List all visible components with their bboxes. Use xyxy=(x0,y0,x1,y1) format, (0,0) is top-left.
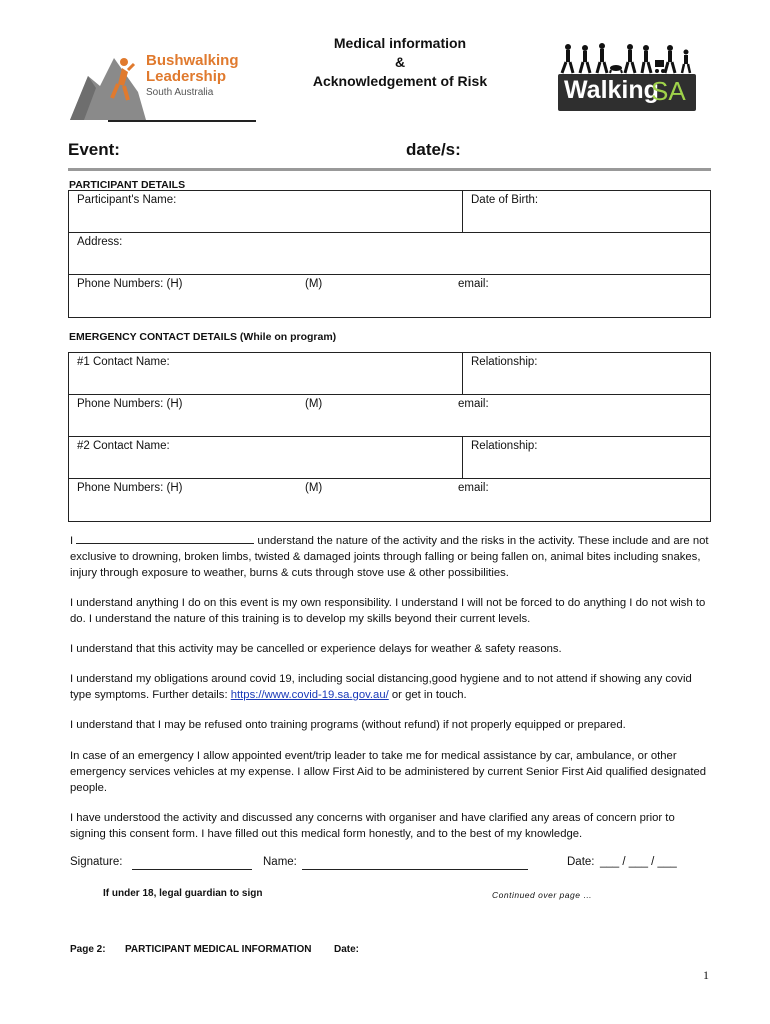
phone-mobile-field[interactable]: (M) xyxy=(305,278,323,290)
responsibility-paragraph: I understand anything I do on this event is my own responsibility. I understand I will not be forced to do anything I do not wish to do. I understand the nature of this training is to develop my skills beyond their current levels. xyxy=(70,597,706,625)
title-line-1: Medical information xyxy=(333,35,467,51)
risk-acknowledgement-paragraph xyxy=(70,533,710,581)
participant-details-table xyxy=(68,190,711,318)
cancellation-paragraph: I understand that this activity may be cancelled or experience delays for weather & safety reasons. xyxy=(70,643,562,655)
dates-label: date/s: xyxy=(406,140,461,159)
covid-paragraph xyxy=(70,671,710,703)
phone-home-field[interactable]: Phone Numbers: (H) xyxy=(77,278,183,290)
date-of-birth-field[interactable]: Date of Birth: xyxy=(471,194,539,206)
understanding-paragraph: I have understood the activity and discussed any concerns with organiser and have clarified any areas of concern prior to signing this consent form. I have filled out this medical form honestly, and to the best of my knowledge. xyxy=(70,812,675,840)
bushwalking-leadership-logo xyxy=(68,46,258,124)
participant-section-heading: PARTICIPANT DETAILS xyxy=(69,179,186,191)
contact-1-email-field[interactable]: email: xyxy=(458,398,489,410)
contact-2-phone-mobile-field[interactable]: (M) xyxy=(305,482,323,494)
walkingsa-accent: SA xyxy=(651,76,686,106)
emergency-consent-paragraph: In case of an emergency I allow appointed event/trip leader to take me for medical assistance by car, ambulance, or other emergency services vehicles at my expense. I allow First Aid to be administered by current Senior First Aid qualified designated people. xyxy=(70,750,707,794)
emergency-row-divider xyxy=(68,394,711,395)
equipment-paragraph: I understand that I may be refused onto training programs (without refund) if not properly equipped or prepared. xyxy=(70,719,626,731)
address-field[interactable]: Address: xyxy=(77,236,123,248)
participant-divider xyxy=(462,190,463,232)
contact-2-relationship-field[interactable]: Relationship: xyxy=(471,440,538,452)
emergency-contacts-table xyxy=(68,352,711,522)
covid-text: I understand my obligations around covid 19, including social distancing,good hygiene and to not attend if showing any covid type symptoms. Further details: xyxy=(70,673,692,701)
emergency-divider xyxy=(462,352,463,394)
title-line-3: Acknowledgement of Risk xyxy=(312,73,488,89)
mountain-hiker-icon xyxy=(68,46,148,120)
logo-line-2: Leadership xyxy=(146,68,227,85)
page-number: 1 xyxy=(703,968,709,982)
logo-subtitle: South Australia xyxy=(146,87,214,98)
continued-note: Continued over page … xyxy=(492,890,593,900)
contact-1-name-field[interactable]: #1 Contact Name: xyxy=(77,356,170,368)
paragraph-lead: I xyxy=(70,535,74,547)
contact-1-phone-home-field[interactable]: Phone Numbers: (H) xyxy=(77,398,183,410)
contact-1-relationship-field[interactable]: Relationship: xyxy=(471,356,538,368)
participant-row-divider xyxy=(68,232,711,233)
emergency-row-divider xyxy=(68,436,711,437)
participant-name-blank[interactable] xyxy=(76,533,254,544)
page-2-date-label: Date: xyxy=(334,944,360,955)
contact-2-name-field[interactable]: #2 Contact Name: xyxy=(77,440,170,452)
emergency-section-heading: EMERGENCY CONTACT DETAILS (While on program) xyxy=(69,331,337,343)
title-line-2: & xyxy=(394,54,406,70)
guardian-note: If under 18, legal guardian to sign xyxy=(103,888,263,899)
contact-1-phone-mobile-field[interactable]: (M) xyxy=(305,398,323,410)
page-2-label: Page 2: xyxy=(70,944,106,955)
participant-name-field[interactable]: Participant's Name: xyxy=(77,194,177,206)
participant-row-divider xyxy=(68,274,711,275)
signature-label: Signature: xyxy=(70,856,123,868)
contact-2-email-field[interactable]: email: xyxy=(458,482,489,494)
event-label: Event: xyxy=(68,140,120,159)
walkingsa-wordmark xyxy=(558,74,696,111)
name-label: Name: xyxy=(263,856,297,868)
header-divider xyxy=(68,168,711,171)
covid-text-end: or get in touch. xyxy=(388,689,467,701)
page-2-title: PARTICIPANT MEDICAL INFORMATION xyxy=(125,944,312,955)
walkingsa-word: Walking xyxy=(564,76,659,104)
email-field[interactable]: email: xyxy=(458,278,489,290)
signature-date-field[interactable]: ___ / ___ / ___ xyxy=(600,856,677,868)
contact-2-phone-home-field[interactable]: Phone Numbers: (H) xyxy=(77,482,183,494)
logo-line-1: Bushwalking xyxy=(146,52,239,69)
logo-underline xyxy=(108,120,256,122)
signature-date-label: Date: xyxy=(567,856,595,868)
emergency-divider xyxy=(462,436,463,478)
signature-field[interactable] xyxy=(132,869,252,870)
document-title xyxy=(280,34,520,91)
walkers-silhouette-icon xyxy=(558,42,696,74)
covid-link[interactable]: https://www.covid-19.sa.gov.au/ xyxy=(230,689,389,701)
paragraph-text: understand the nature of the activity and the risks in the activity. These include and are not exclusive to drowning, broken limbs, twisted & damaged joints through falling or being fallen on, animal bites including snakes, injury through exposure to weather, burns & cuts through stove use & other possibilities. xyxy=(70,535,709,579)
signature-name-field[interactable] xyxy=(302,869,528,870)
walkingsa-logo xyxy=(558,42,696,112)
emergency-row-divider xyxy=(68,478,711,479)
